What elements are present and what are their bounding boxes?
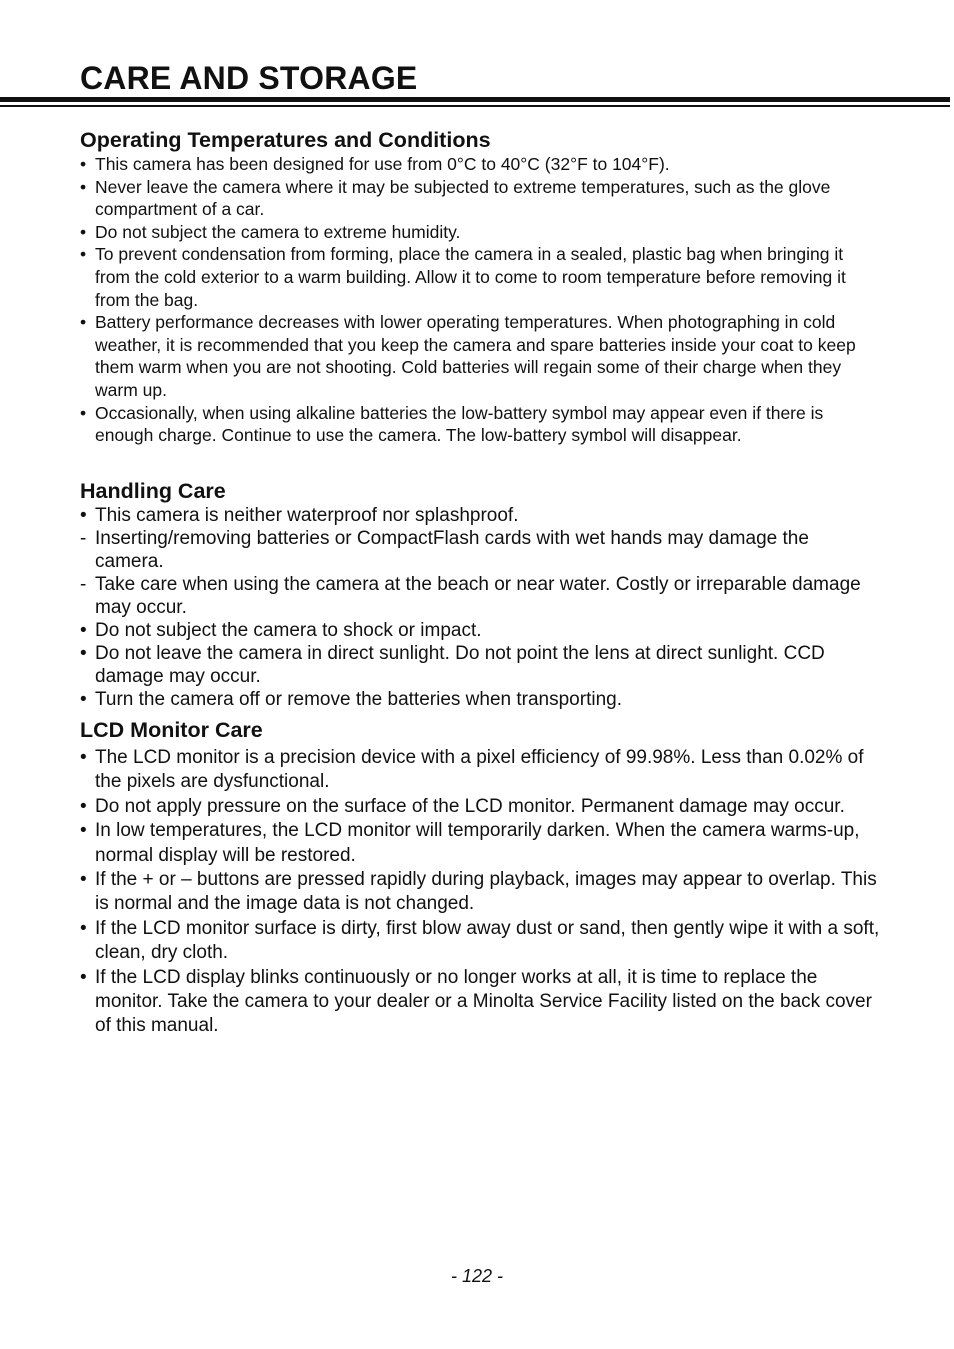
bullet-marker: • <box>80 312 87 333</box>
list-item-text: Inserting/removing batteries or CompactFlash cards with wet hands may damage the camera. <box>95 528 809 572</box>
section-handling-care <box>80 478 880 711</box>
list-item <box>80 402 880 447</box>
bullet-marker: • <box>80 795 87 817</box>
bullet-marker: • <box>80 221 87 242</box>
list-item-text: Do not apply pressure on the surface of the LCD monitor. Permanent damage may occur. <box>95 795 845 817</box>
dash-marker: - <box>80 528 87 549</box>
bullet-marker: • <box>80 176 87 197</box>
bullet-list <box>80 504 880 711</box>
title-rule-thick <box>0 97 950 102</box>
list-item <box>80 573 880 619</box>
list-item-text: The LCD monitor is a precision device with a pixel efficiency of 99.98%. Less than 0.02% of the pixels are dysfunctional. <box>95 747 864 793</box>
section-heading: Handling Care <box>80 479 226 503</box>
list-item <box>80 688 880 711</box>
list-item-text: In low temperatures, the LCD monitor will temporarily darken. When the camera warms-up, normal display will be restored. <box>95 820 860 866</box>
list-item-text: Never leave the camera where it may be subjected to extreme temperatures, such as the glove compartment of a car. <box>95 176 831 220</box>
list-item <box>80 243 880 311</box>
list-item-text: This camera has been designed for use from 0°C to 40°C (32°F to 104°F). <box>95 154 670 174</box>
list-item <box>80 966 880 1039</box>
list-item <box>80 221 880 244</box>
bullet-marker: • <box>80 820 87 842</box>
list-item-text: If the LCD monitor surface is dirty, first blow away dust or sand, then gently wipe it with a soft, clean, dry cloth. <box>95 917 880 964</box>
bullet-marker: • <box>80 643 87 664</box>
section-heading: LCD Monitor Care <box>80 718 263 742</box>
bullet-marker: • <box>80 869 87 891</box>
list-item <box>80 153 880 176</box>
dash-marker: - <box>80 574 87 595</box>
list-item-text: If the + or – buttons are pressed rapidly during playback, images may appear to overlap. This is normal and the image data is not changed. <box>95 869 877 915</box>
list-item-text: Battery performance decreases with lower operating temperatures. When photographing in cold weather, it is recommended that you keep the camera and spare batteries inside your coat to keep them warm when you are not shooting. Cold batteries will regain some of their charge when they warm up. <box>95 312 856 400</box>
list-item <box>80 795 880 819</box>
list-item <box>80 746 880 795</box>
section-heading: Operating Temperatures and Conditions <box>80 128 491 152</box>
bullet-marker: • <box>80 244 87 265</box>
list-item <box>80 176 880 221</box>
bullet-marker: • <box>80 917 87 939</box>
list-item <box>80 917 880 966</box>
list-item <box>80 868 880 917</box>
list-item-text: Do not subject the camera to extreme humidity. <box>95 221 461 242</box>
bullet-marker: • <box>80 154 87 174</box>
list-item <box>80 504 880 527</box>
bullet-list <box>80 746 880 1039</box>
page-number: - 122 - <box>450 1266 504 1286</box>
page-title: CARE AND STORAGE <box>80 60 418 96</box>
section-operating-temperatures <box>80 127 880 447</box>
list-item <box>80 619 880 642</box>
bullet-marker: • <box>80 747 87 768</box>
bullet-marker: • <box>80 505 87 526</box>
list-item <box>80 311 880 401</box>
list-item <box>80 642 880 688</box>
bullet-marker: • <box>80 689 87 710</box>
list-item-text: Take care when using the camera at the beach or near water. Costly or irreparable damage may occur. <box>95 574 861 618</box>
list-item-text: Do not subject the camera to shock or impact. <box>95 620 482 641</box>
bullet-list <box>80 153 880 447</box>
list-item-text: This camera is neither waterproof nor splashproof. <box>95 505 519 526</box>
list-item-text: Turn the camera off or remove the batteries when transporting. <box>95 689 622 710</box>
title-rule-thin <box>0 105 950 107</box>
list-item-text: Do not leave the camera in direct sunlight. Do not point the lens at direct sunlight. CCD damage may occur. <box>95 643 825 687</box>
list-item-text: Occasionally, when using alkaline batteries the low-battery symbol may appear even if there is enough charge. Continue to use the camera. The low-battery symbol will disappear. <box>95 402 824 446</box>
list-item-text: If the LCD display blinks continuously or no longer works at all, it is time to replace the monitor. Take the camera to your dealer or a Minolta Service Facility listed on the back cover of this manual. <box>95 966 872 1037</box>
section-lcd-monitor-care <box>80 717 880 1039</box>
bullet-marker: • <box>80 966 87 988</box>
list-item <box>80 527 880 573</box>
list-item <box>80 819 880 868</box>
bullet-marker: • <box>80 402 87 423</box>
list-item-text: To prevent condensation from forming, place the camera in a sealed, plastic bag when bringing it from the cold exterior to a warm building. Allow it to come to room temperature before removing it from the bag. <box>95 244 846 310</box>
bullet-marker: • <box>80 620 87 641</box>
